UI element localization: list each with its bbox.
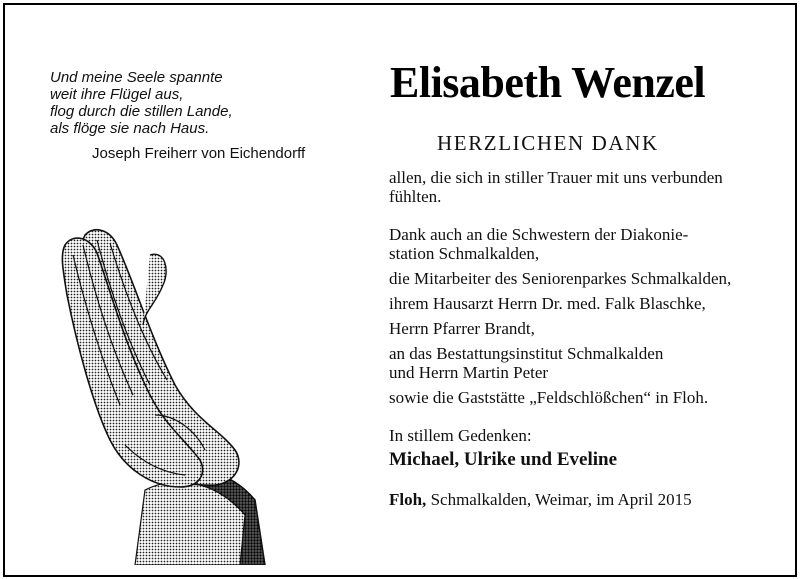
thanks-heading: HERZLICHEN DANK [437, 131, 659, 155]
deceased-name: Elisabeth Wenzel [390, 58, 706, 107]
place-rest: Schmalkalden, Weimar, im April 2015 [426, 490, 692, 509]
text-line: ihrem Hausarzt Herrn Dr. med. Falk Blaschke, [389, 294, 706, 313]
text-line: an das Bestattungsinstitut Schmalkalden [389, 344, 664, 363]
praying-hands-icon [55, 215, 285, 565]
text-line: die Mitarbeiter des Seniorenparkes Schmalkalden, [389, 269, 732, 288]
poem [50, 69, 233, 137]
notice-frame [3, 3, 797, 577]
poem-line: als flöge sie nach Haus. [50, 120, 210, 137]
text-line: allen, die sich in stiller Trauer mit uns verbunden [389, 168, 723, 187]
place-date [389, 490, 769, 509]
text-line: station Schmalkalden, [389, 244, 540, 263]
poem-author: Joseph Freiherr von Eichendorff [92, 145, 306, 162]
place-bold: Floh, [389, 490, 427, 509]
memorial-line: In stillem Gedenken: [389, 426, 532, 445]
text-line: und Herrn Martin Peter [389, 363, 549, 382]
poem-line: weit ihre Flügel aus, [50, 86, 184, 103]
signers: Michael, Ulrike und Eveline [389, 449, 617, 470]
notice-body [389, 168, 769, 509]
poem-line: Und meine Seele spannte [50, 69, 223, 86]
text-line: fühlten. [389, 187, 442, 206]
poem-line: flog durch die stillen Lande, [50, 103, 233, 120]
text-line: Dank auch an die Schwestern der Diakonie- [389, 225, 689, 244]
text-line: Herrn Pfarrer Brandt, [389, 319, 535, 338]
text-line: sowie die Gaststätte „Feldschlößchen“ in Floh. [389, 388, 709, 407]
